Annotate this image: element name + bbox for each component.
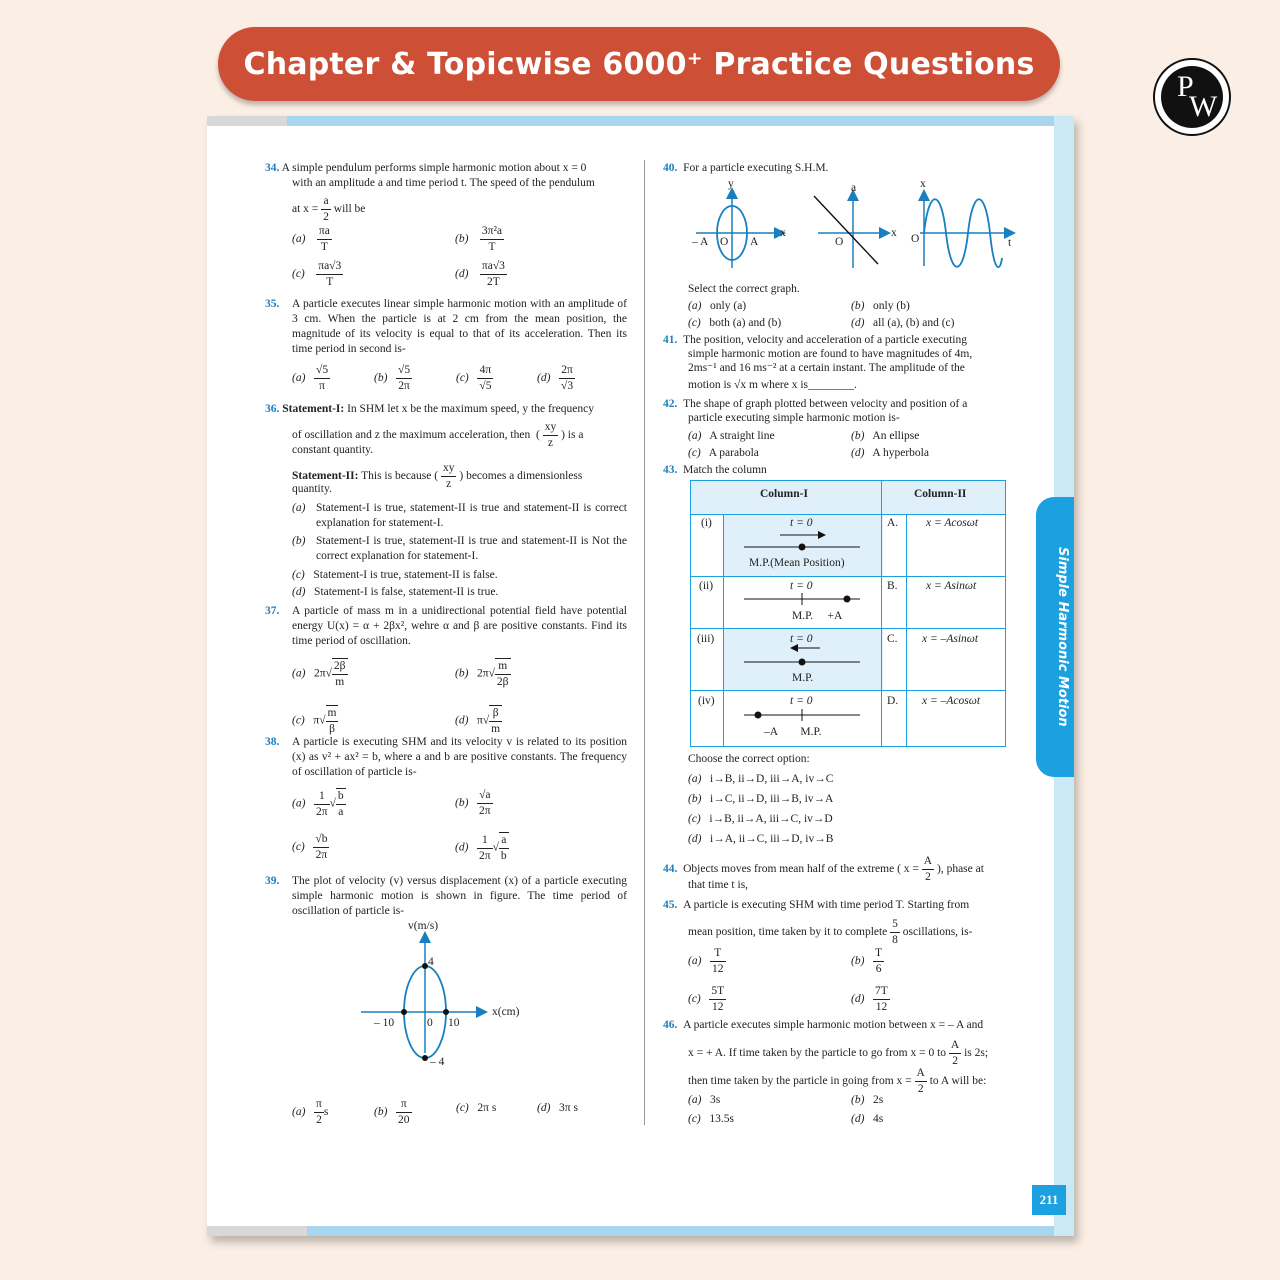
column-2-header: Column-II [914, 488, 967, 500]
banner-title: Chapter & Topicwise 6000⁺ Practice Questions [243, 46, 1035, 82]
title-banner [218, 27, 1060, 101]
pw-logo: P W [1153, 58, 1231, 136]
chapter-side-tab: Simple Harmonic Motion [1036, 497, 1074, 777]
graph-ylabel: v(m/s) [408, 920, 439, 932]
graph-xlabel: x(cm) [492, 1006, 520, 1018]
velocity-displacement-graph [355, 918, 535, 1068]
column-1-header: Column-I [760, 488, 808, 500]
page-number: 211 [1032, 1185, 1066, 1215]
column-divider [644, 160, 645, 1125]
